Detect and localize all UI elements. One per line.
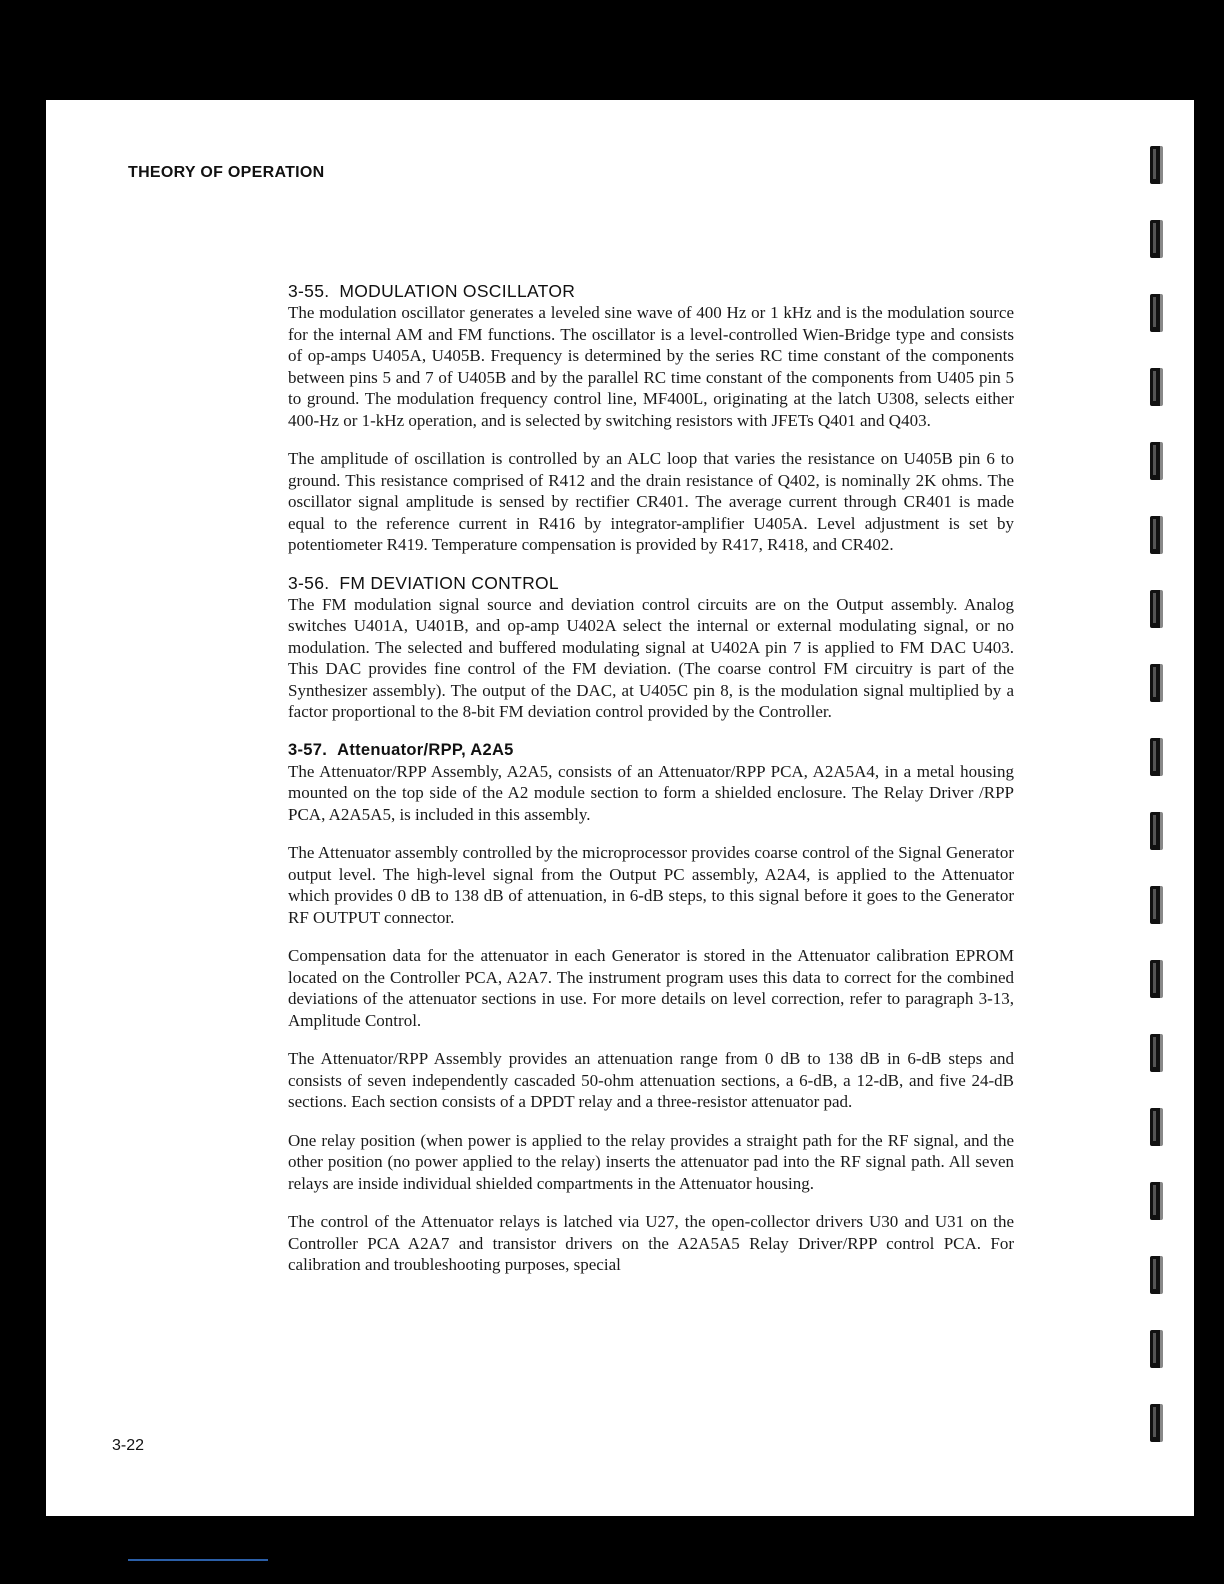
- section-modulation-oscillator: [288, 280, 1014, 556]
- binding-mark: [1150, 220, 1163, 258]
- paragraph: The FM modulation signal source and deviation control circuits are on the Output assembly. Analog switches U401A, U401B, and op-amp U402A select the internal or external modulating signal, or no modulation. The selected and buffered modulating signal at U402A pin 7 is applied to FM DAC U403. This DAC provides fine control of the FM deviation. (The coarse control FM circuitry is part of the Synthesizer assembly). The output of the DAC, at U405C pin 8, is the modulation signal multiplied by a factor proportional to the 8-bit FM deviation control provided by the Controller.: [288, 594, 1014, 721]
- bottom-rule: [128, 1559, 268, 1561]
- running-head: THEORY OF OPERATION: [128, 164, 325, 181]
- section-title: FM DEVIATION CONTROL: [339, 572, 559, 593]
- section-attenuator-rpp: [288, 739, 1014, 1276]
- paragraph: The Attenuator/RPP Assembly provides an attenuation range from 0 dB to 138 dB in 6-dB steps and consists of seven independently cascaded 50-ohm attenuation sections, a 6-dB, a 12-dB, and five 24-dB sections. Each section consists of a DPDT relay and a three-resistor attenuator pad.: [288, 1049, 1014, 1111]
- paragraph: The amplitude of oscillation is controlled by an ALC loop that varies the resistance on U405B pin 6 to ground. This resistance comprised of R412 and the drain resistance of Q402, is nominally 2K ohms. The oscillator signal amplitude is sensed by rectifier CR401. The average current through CR401 is made equal to the reference current in R416 by integrator-amplifier U405A. Level adjustment is set by potentiometer R419. Temperature compensation is provided by R417, R418, and CR402.: [288, 449, 1014, 554]
- binding-mark: [1150, 590, 1163, 628]
- binding-mark: [1150, 1182, 1163, 1220]
- page-content: [288, 280, 1014, 1292]
- section-heading: [288, 280, 1014, 302]
- section-heading: [288, 572, 1014, 594]
- paragraph: Compensation data for the attenuator in each Generator is stored in the Attenuator calibration EPROM located on the Controller PCA, A2A7. The instrument program uses this data to correct for the combined deviations of the attenuator sections in use. For more details on level correction, refer to paragraph 3-13, Amplitude Control.: [288, 946, 1014, 1030]
- paragraph: The modulation oscillator generates a leveled sine wave of 400 Hz or 1 kHz and is the modulation source for the internal AM and FM functions. The oscillator is a level-controlled Wien-Bridge type and consists of op-amps U405A, U405B. Frequency is determined by the series RC time constant of the components between pins 5 and 7 of U405B and by the parallel RC time constant of the components from U405 pin 5 to ground. The modulation frequency control line, MF400L, originating at the latch U308, selects either 400-Hz or 1-kHz operation, and is selected by switching resistors with JFETs Q401 and Q403.: [288, 303, 1014, 430]
- binding-mark: [1150, 1256, 1163, 1294]
- binding-mark: [1150, 1404, 1163, 1442]
- binding-mark: [1150, 960, 1163, 998]
- section-heading: [288, 739, 1014, 761]
- section-title: Attenuator/RPP, A2A5: [337, 740, 514, 759]
- paragraph: One relay position (when power is applied to the relay provides a straight path for the RF signal, and the other position (no power applied to the relay) inserts the attenuator pad into the RF signal path. All seven relays are inside individual shielded compartments in the Attenuator housing.: [288, 1130, 1014, 1193]
- binding-marks: [1148, 140, 1172, 1480]
- binding-mark: [1150, 368, 1163, 406]
- binding-mark: [1150, 442, 1163, 480]
- section-number: 3-55.: [288, 281, 330, 301]
- paragraph: The control of the Attenuator relays is latched via U27, the open-collector drivers U30 and U31 on the Controller PCA A2A7 and transistor drivers on the A2A5A5 Relay Driver/RPP control PCA. For calibration and troubleshooting purposes, special: [288, 1212, 1014, 1274]
- binding-mark: [1150, 886, 1163, 924]
- section-title: MODULATION OSCILLATOR: [339, 281, 576, 301]
- document-page: [46, 100, 1194, 1516]
- page-number: 3-22: [112, 1437, 145, 1454]
- binding-mark: [1150, 1330, 1163, 1368]
- paragraph: The Attenuator/RPP Assembly, A2A5, consists of an Attenuator/RPP PCA, A2A5A4, in a metal housing mounted on the top side of the A2 module section to form a shielded enclosure. The Relay Driver /RPP PCA, A2A5A5, is included in this assembly.: [288, 761, 1014, 824]
- section-fm-deviation-control: [288, 572, 1014, 723]
- binding-mark: [1150, 1034, 1163, 1072]
- binding-mark: [1150, 664, 1163, 702]
- binding-mark: [1150, 1108, 1163, 1146]
- section-number: 3-56.: [288, 572, 330, 593]
- binding-mark: [1150, 516, 1163, 554]
- binding-mark: [1150, 812, 1163, 850]
- binding-mark: [1150, 738, 1163, 776]
- paragraph: The Attenuator assembly controlled by the microprocessor provides coarse control of the Signal Generator output level. The high-level signal from the Output PC assembly, A2A4, is applied to the Attenuator which provides 0 dB to 138 dB of attenuation, in 6-dB steps, to this signal before it goes to the Generator RF OUTPUT connector.: [288, 843, 1014, 927]
- binding-mark: [1150, 146, 1163, 184]
- section-number: 3-57.: [288, 740, 328, 759]
- binding-mark: [1150, 294, 1163, 332]
